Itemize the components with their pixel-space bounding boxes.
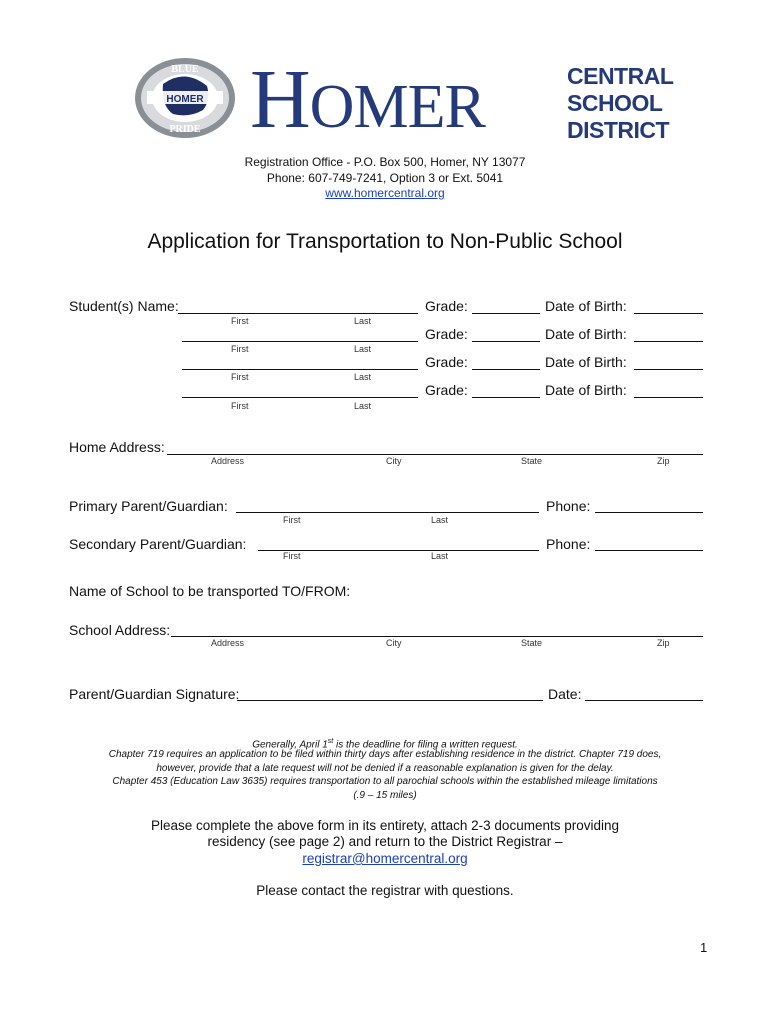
note-line-1-start: Generally, April 1 [252, 739, 328, 751]
signature-label: Parent/Guardian Signature: [69, 686, 240, 702]
student-2-grade-line[interactable] [472, 341, 540, 342]
seal-middle-text: HOMER [166, 94, 204, 105]
website-link-row [0, 186, 770, 201]
student-3-grade-label: Grade: [425, 354, 468, 370]
page-number: 1 [700, 940, 708, 955]
student-2-first-caption: First [231, 344, 249, 354]
student-3-name-line[interactable] [182, 369, 418, 370]
student-4-first-caption: First [231, 401, 249, 411]
school-state-caption: State [521, 638, 543, 648]
student-2-grade-label: Grade: [425, 326, 468, 342]
seal-bottom-text: PRIDE [169, 124, 201, 135]
note-line-4: Chapter 453 (Education Law 3635) requires transportation to all parochial schools within the established mileage limitations [112, 776, 658, 787]
primary-parent-label: Primary Parent/Guardian: [69, 498, 228, 514]
contact-line: Please contact the registrar with questions. [256, 883, 514, 898]
primary-phone-label: Phone: [546, 498, 591, 514]
note-line-3: however, provide that a late request will not be denied if a reasonable explanation is given for the delay. [156, 763, 614, 774]
home-zip-caption: Zip [657, 456, 670, 466]
registrar-email-row [0, 851, 770, 867]
student-3-dob-label: Date of Birth: [545, 354, 627, 370]
student-4-dob-line[interactable] [634, 397, 703, 398]
secondary-parent-label: Secondary Parent/Guardian: [69, 536, 247, 552]
primary-phone-line[interactable] [595, 512, 703, 513]
student-3-dob-line[interactable] [634, 369, 703, 370]
student-1-grade-label: Grade: [425, 298, 468, 314]
secondary-phone-line[interactable] [595, 550, 703, 551]
student-4-grade-label: Grade: [425, 382, 468, 398]
district-seal-logo [133, 56, 237, 140]
student-1-last-caption: Last [354, 316, 372, 326]
date-label: Date: [548, 686, 582, 702]
primary-parent-line[interactable] [236, 512, 539, 513]
student-4-last-caption: Last [354, 401, 372, 411]
student-1-grade-line[interactable] [472, 313, 540, 314]
student-2-dob-line[interactable] [634, 341, 703, 342]
school-zip-caption: Zip [657, 638, 670, 648]
district-line-central: CENTRAL [567, 63, 674, 89]
student-1-dob-label: Date of Birth: [545, 298, 627, 314]
secondary-last-caption: Last [431, 551, 449, 561]
home-address-caption: Address [211, 456, 245, 466]
instructions-line-1: Please complete the above form in its entirety, attach 2-3 documents providing [151, 818, 619, 833]
note-line-1-sup: st [327, 738, 334, 745]
secondary-first-caption: First [283, 551, 301, 561]
student-2-dob-label: Date of Birth: [545, 326, 627, 342]
signature-line[interactable] [237, 700, 543, 701]
student-4-grade-line[interactable] [472, 397, 540, 398]
student-3-first-caption: First [231, 372, 249, 382]
students-name-label: Student(s) Name: [69, 298, 179, 314]
homer-wordmark: HOMER [250, 53, 485, 146]
note-line-1-end: is the deadline for filing a written request. [333, 739, 518, 751]
address-line-2: Phone: 607-749-7241, Option 3 or Ext. 5041 [266, 171, 504, 185]
home-state-caption: State [521, 456, 543, 466]
secondary-phone-label: Phone: [546, 536, 591, 552]
primary-first-caption: First [283, 515, 301, 525]
registrar-email-link[interactable]: registrar@homercentral.org [302, 851, 468, 866]
student-2-name-line[interactable] [182, 341, 418, 342]
student-3-grade-line[interactable] [472, 369, 540, 370]
home-address-label: Home Address: [69, 439, 165, 455]
address-line-1: Registration Office - P.O. Box 500, Homer, NY 13077 [244, 155, 526, 169]
district-line-school: SCHOOL [567, 90, 663, 116]
date-line[interactable] [585, 700, 703, 701]
note-line-5: (.9 – 15 miles) [353, 790, 417, 801]
district-line-district: DISTRICT [567, 117, 670, 143]
school-name-label: Name of School to be transported TO/FROM: [69, 583, 351, 599]
home-address-line[interactable] [167, 454, 703, 455]
student-4-dob-label: Date of Birth: [545, 382, 627, 398]
student-2-last-caption: Last [354, 344, 372, 354]
school-address-caption: Address [211, 638, 245, 648]
school-address-line[interactable] [171, 636, 703, 637]
note-line-2: Chapter 719 requires an application to be filed within thirty days after establishing residence in the district. Chapter 719 does, [108, 749, 662, 760]
school-address-label: School Address: [69, 622, 171, 638]
home-city-caption: City [386, 456, 402, 466]
student-1-name-line[interactable] [178, 313, 418, 314]
student-1-dob-line[interactable] [634, 313, 703, 314]
primary-last-caption: Last [431, 515, 449, 525]
student-1-first-caption: First [231, 316, 249, 326]
district-name-block [567, 63, 673, 144]
page-title: Application for Transportation to Non-Public School [147, 230, 623, 253]
website-link[interactable]: www.homercentral.org [325, 186, 445, 200]
instructions-line-2: residency (see page 2) and return to the District Registrar – [207, 834, 563, 849]
school-city-caption: City [386, 638, 402, 648]
student-3-last-caption: Last [354, 372, 372, 382]
seal-top-text: BLUE [171, 64, 199, 75]
student-4-name-line[interactable] [182, 397, 418, 398]
